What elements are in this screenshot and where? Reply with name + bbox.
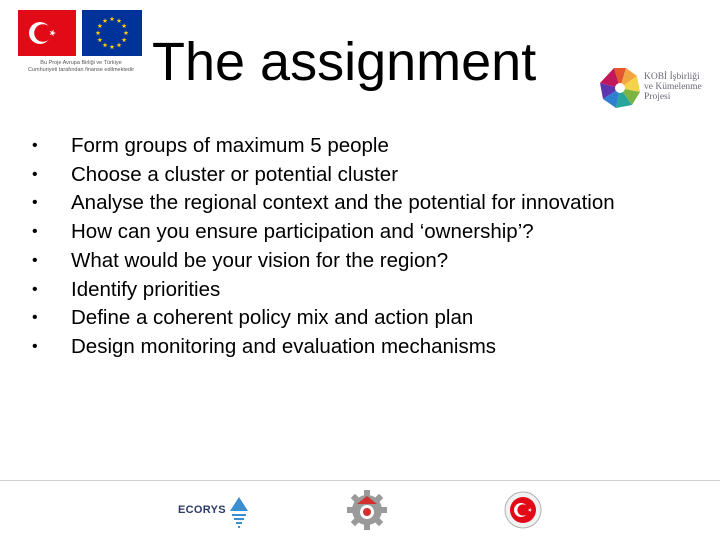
kobi-flower-icon	[598, 66, 642, 110]
bullet-dot: •	[32, 165, 38, 183]
bullet-text: Design monitoring and evaluation mechanisms	[71, 334, 497, 358]
kobi-logo-text	[644, 72, 710, 102]
eu-flag-icon	[82, 10, 142, 56]
bullet-dot: •	[32, 223, 38, 241]
bullet-item	[26, 189, 686, 218]
bullet-text: Define a coherent policy mix and action plan	[71, 306, 474, 330]
kobi-logo-line1: KOBİ İşbirliği	[644, 72, 700, 82]
slide-title: The assignment	[152, 32, 537, 92]
bullet-text: How can you ensure participation and ‘ownership’?	[71, 220, 534, 244]
bullet-dot: •	[32, 251, 38, 269]
funding-caption: Bu Proje Avrupa Birliği ve Türkiye Cumhuriyeti tarafından finanse edilmektedir	[27, 60, 135, 73]
turkish-ministry-seal-icon	[504, 491, 542, 529]
ministry-gear-emblem-icon	[346, 489, 388, 531]
bullet-text: Choose a cluster or potential cluster	[71, 162, 399, 186]
footer-logo-bar	[0, 481, 720, 540]
bullet-dot: •	[32, 137, 38, 154]
bullet-text: Analyse the regional context and the potential for innovation	[71, 191, 615, 215]
bullet-item	[26, 247, 686, 276]
bullet-text: Identify priorities	[71, 277, 221, 301]
bullet-text: Form groups of maximum 5 people	[71, 134, 389, 157]
bullet-item	[26, 161, 686, 190]
bullet-item	[26, 218, 686, 247]
bullet-dot: •	[32, 337, 38, 355]
bullet-text: What would be your vision for the region?	[71, 248, 449, 272]
ecorys-logo	[178, 495, 250, 529]
assignment-bullet-list	[26, 132, 686, 362]
bullet-item	[26, 333, 686, 362]
kobi-logo-line3: Projesi	[644, 92, 671, 102]
kobi-logo-line2: ve Kümelenme	[644, 82, 702, 92]
eu-turkey-funding-logo	[18, 10, 142, 82]
ecorys-wordmark: ECORYS	[178, 504, 226, 516]
bullet-dot: •	[32, 194, 38, 212]
bullet-item	[26, 132, 686, 161]
ecorys-triangle-icon	[230, 497, 248, 529]
kobi-cluster-project-logo	[598, 66, 710, 112]
bullet-dot: •	[32, 280, 38, 298]
turkish-flag-icon	[18, 10, 76, 56]
bullet-dot: •	[32, 309, 38, 327]
bullet-item	[26, 276, 686, 305]
bullet-item	[26, 304, 686, 333]
